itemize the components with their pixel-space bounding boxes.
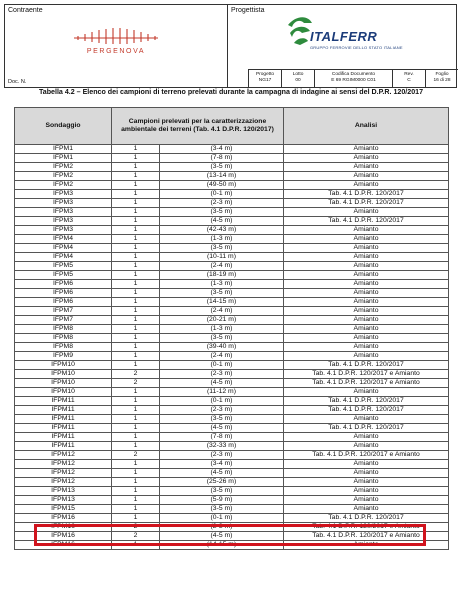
cell-count: 1 — [112, 316, 160, 325]
cell-sondaggio: IFPM2 — [15, 172, 112, 181]
table-row — [15, 352, 449, 361]
cell-analisi: Amianto — [284, 226, 449, 235]
cell-analisi: Tab. 4.1 D.P.R. 120/2017 e Amianto — [284, 451, 449, 460]
cell-count: 1 — [112, 514, 160, 523]
table-row — [15, 163, 449, 172]
cell-depth: (2-4 m) — [160, 352, 284, 361]
table-row — [15, 271, 449, 280]
cell-sondaggio: IFPM15 — [15, 505, 112, 514]
cell-count: 2 — [112, 523, 160, 532]
cell-depth: (20-21 m) — [160, 316, 284, 325]
table-row — [15, 442, 449, 451]
meta-label: Progetto — [255, 72, 275, 77]
table-row — [15, 496, 449, 505]
cell-depth: (14-15 m) — [160, 541, 284, 550]
table-row — [15, 181, 449, 190]
cell-sondaggio: IFPM12 — [15, 469, 112, 478]
cell-count: 1 — [112, 469, 160, 478]
cell-depth: (3-5 m) — [160, 289, 284, 298]
table-row — [15, 316, 449, 325]
cell-analisi: Tab. 4.1 D.P.R. 120/2017 — [284, 406, 449, 415]
table-row — [15, 262, 449, 271]
cell-depth: (0-1 m) — [160, 190, 284, 199]
cell-analisi: Tab. 4.1 D.P.R. 120/2017 e Amianto — [284, 370, 449, 379]
cell-count: 1 — [112, 406, 160, 415]
cell-analisi: Amianto — [284, 487, 449, 496]
meta-foglio — [425, 70, 458, 87]
cell-count: 1 — [112, 154, 160, 163]
cell-sondaggio: IFPM4 — [15, 244, 112, 253]
cell-count: 1 — [112, 262, 160, 271]
cell-sondaggio: IFPM4 — [15, 253, 112, 262]
cell-count: 1 — [112, 226, 160, 235]
cell-analisi: Amianto — [284, 208, 449, 217]
table-row — [15, 505, 449, 514]
meta-label: Foglio — [435, 72, 449, 77]
cell-sondaggio: IFPM8 — [15, 325, 112, 334]
cell-analisi: Amianto — [284, 235, 449, 244]
meta-value: 00 — [295, 78, 301, 83]
cell-depth: (39-40 m) — [160, 343, 284, 352]
cell-count: 1 — [112, 487, 160, 496]
cell-sondaggio: IFPM10 — [15, 388, 112, 397]
cell-depth: (4-5 m) — [160, 532, 284, 541]
cell-analisi: Amianto — [284, 253, 449, 262]
cell-count: 1 — [112, 433, 160, 442]
meta-value: 16 di 28 — [433, 78, 451, 83]
table-row — [15, 208, 449, 217]
table-header-row — [15, 108, 449, 145]
cell-analisi: Amianto — [284, 469, 449, 478]
table-row — [15, 469, 449, 478]
cell-depth: (2-3 m) — [160, 523, 284, 532]
contraente-panel — [5, 5, 228, 87]
cell-sondaggio: IFPM12 — [15, 478, 112, 487]
cell-depth: (2-3 m) — [160, 199, 284, 208]
cell-analisi: Amianto — [284, 172, 449, 181]
italferr-name: ITALFERR — [310, 29, 378, 44]
cell-depth: (4-5 m) — [160, 217, 284, 226]
cell-analisi: Tab. 4.1 D.P.R. 120/2017 e Amianto — [284, 379, 449, 388]
cell-count: 2 — [112, 451, 160, 460]
cell-analisi: Tab. 4.1 D.P.R. 120/2017 e Amianto — [284, 532, 449, 541]
cell-sondaggio: IFPM3 — [15, 190, 112, 199]
cell-depth: (2-3 m) — [160, 370, 284, 379]
table-row — [15, 361, 449, 370]
cell-sondaggio: IFPM2 — [15, 181, 112, 190]
cell-analisi: Amianto — [284, 271, 449, 280]
cell-analisi: Amianto — [284, 289, 449, 298]
cell-count: 1 — [112, 280, 160, 289]
cell-analisi: Amianto — [284, 541, 449, 550]
table-row — [15, 190, 449, 199]
cell-depth: (25-26 m) — [160, 478, 284, 487]
cell-analisi: Amianto — [284, 334, 449, 343]
cell-sondaggio: IFPM6 — [15, 280, 112, 289]
cell-depth: (7-8 m) — [160, 154, 284, 163]
cell-depth: (7-8 m) — [160, 433, 284, 442]
table-row — [15, 325, 449, 334]
cell-analisi: Amianto — [284, 352, 449, 361]
cell-depth: (4-5 m) — [160, 424, 284, 433]
cell-count: 1 — [112, 460, 160, 469]
table-row — [15, 397, 449, 406]
document-header — [4, 4, 457, 88]
cell-count: 1 — [112, 478, 160, 487]
cell-count: 1 — [112, 253, 160, 262]
cell-sondaggio: IFPM10 — [15, 370, 112, 379]
contraente-label: Contraente — [8, 7, 43, 14]
cell-count: 1 — [112, 181, 160, 190]
cell-analisi: Amianto — [284, 442, 449, 451]
cell-analisi: Amianto — [284, 307, 449, 316]
doc-number-label: Doc. N. — [8, 79, 27, 85]
meta-progetto — [248, 70, 281, 87]
cell-analisi: Amianto — [284, 181, 449, 190]
cell-depth: (3-4 m) — [160, 460, 284, 469]
cell-analisi: Amianto — [284, 262, 449, 271]
cell-depth: (1-3 m) — [160, 325, 284, 334]
cell-sondaggio: IFPM3 — [15, 208, 112, 217]
table-row — [15, 172, 449, 181]
cell-count: 1 — [112, 190, 160, 199]
cell-analisi: Amianto — [284, 388, 449, 397]
cell-count: 1 — [112, 505, 160, 514]
cell-depth: (18-19 m) — [160, 271, 284, 280]
cell-count: 1 — [112, 442, 160, 451]
meta-value: C — [407, 78, 411, 83]
cell-depth: (3-5 m) — [160, 244, 284, 253]
highlight-box — [34, 524, 426, 546]
samples-table — [14, 107, 449, 550]
cell-analisi: Tab. 4.1 D.P.R. 120/2017 — [284, 190, 449, 199]
cell-sondaggio: IFPM10 — [15, 379, 112, 388]
table-row — [15, 145, 449, 154]
cell-sondaggio: IFPM4 — [15, 235, 112, 244]
table-row — [15, 307, 449, 316]
table-row — [15, 370, 449, 379]
cell-depth: (2-4 m) — [160, 307, 284, 316]
document-meta-strip — [248, 69, 458, 87]
cell-analisi: Amianto — [284, 244, 449, 253]
cell-sondaggio: IFPM7 — [15, 316, 112, 325]
cell-analisi: Tab. 4.1 D.P.R. 120/2017 — [284, 361, 449, 370]
cell-depth: (3-5 m) — [160, 334, 284, 343]
cell-analisi: Tab. 4.1 D.P.R. 120/2017 — [284, 397, 449, 406]
cell-sondaggio: IFPM11 — [15, 397, 112, 406]
cell-depth: (2-4 m) — [160, 262, 284, 271]
cell-count: 1 — [112, 298, 160, 307]
cell-depth: (0-1 m) — [160, 514, 284, 523]
table-row — [15, 298, 449, 307]
cell-count: 1 — [112, 217, 160, 226]
cell-analisi: Amianto — [284, 478, 449, 487]
table-row — [15, 379, 449, 388]
header-analisi: Analisi — [284, 108, 449, 145]
cell-depth: (3-5 m) — [160, 208, 284, 217]
cell-count: 1 — [112, 235, 160, 244]
table-row — [15, 514, 449, 523]
table-row — [15, 253, 449, 262]
cell-depth: (2-3 m) — [160, 406, 284, 415]
cell-depth: (3-5 m) — [160, 487, 284, 496]
cell-sondaggio: IFPM9 — [15, 352, 112, 361]
cell-sondaggio: IFPM16 — [15, 532, 112, 541]
meta-label: Lotto — [292, 72, 304, 77]
table-row — [15, 235, 449, 244]
table-row — [15, 217, 449, 226]
cell-analisi: Amianto — [284, 280, 449, 289]
meta-value: E 69 RGIM0000 C01 — [331, 78, 376, 83]
cell-depth: (0-1 m) — [160, 361, 284, 370]
header-campioni: Campioni prelevati per la caratterizzazione ambientale dei terreni (Tab. 4.1 D.P.R. 120/2017) — [112, 108, 284, 145]
cell-sondaggio: IFPM10 — [15, 361, 112, 370]
cell-count: 1 — [112, 289, 160, 298]
header-sondaggio: Sondaggio — [15, 108, 112, 145]
cell-depth: (49-50 m) — [160, 181, 284, 190]
cell-depth: (4-5 m) — [160, 469, 284, 478]
cell-sondaggio: IFPM1 — [15, 145, 112, 154]
cell-count: 1 — [112, 397, 160, 406]
cell-analisi: Amianto — [284, 496, 449, 505]
cell-depth: (3-5 m) — [160, 163, 284, 172]
cell-depth: (2-3 m) — [160, 451, 284, 460]
cell-sondaggio: IFPM16 — [15, 523, 112, 532]
cell-count: 1 — [112, 352, 160, 361]
cell-sondaggio: IFPM11 — [15, 442, 112, 451]
cell-analisi: Amianto — [284, 163, 449, 172]
table-row — [15, 451, 449, 460]
cell-count: 1 — [112, 361, 160, 370]
cell-count: 1 — [112, 325, 160, 334]
table-row — [15, 289, 449, 298]
cell-count: 2 — [112, 532, 160, 541]
meta-codifica — [314, 70, 392, 87]
table-row — [15, 406, 449, 415]
cell-depth: (3-4 m) — [160, 145, 284, 154]
cell-depth: (1-3 m) — [160, 280, 284, 289]
cell-analisi: Amianto — [284, 460, 449, 469]
table-row — [15, 199, 449, 208]
cell-count: 1 — [112, 343, 160, 352]
table-row — [15, 415, 449, 424]
table-row — [15, 244, 449, 253]
cell-sondaggio: IFPM11 — [15, 415, 112, 424]
cell-depth: (4-5 m) — [160, 379, 284, 388]
cell-sondaggio: IFPM2 — [15, 163, 112, 172]
cell-depth: (3-5 m) — [160, 505, 284, 514]
cell-count: 1 — [112, 163, 160, 172]
cell-count: 1 — [112, 307, 160, 316]
pergenova-logo — [67, 27, 165, 65]
progettista-label: Progettista — [231, 7, 265, 14]
cell-count: 2 — [112, 379, 160, 388]
cell-count: 1 — [112, 172, 160, 181]
cell-analisi: Amianto — [284, 415, 449, 424]
table-row — [15, 334, 449, 343]
cell-count: 1 — [112, 496, 160, 505]
cell-depth: (13-14 m) — [160, 172, 284, 181]
cell-sondaggio: IFPM13 — [15, 487, 112, 496]
cell-count: 1 — [112, 541, 160, 550]
cell-depth: (5-9 m) — [160, 496, 284, 505]
cell-count: 2 — [112, 370, 160, 379]
cell-analisi: Amianto — [284, 316, 449, 325]
cell-sondaggio: IFPM5 — [15, 262, 112, 271]
cell-count: 1 — [112, 208, 160, 217]
cell-depth: (0-1 m) — [160, 397, 284, 406]
cell-analisi: Amianto — [284, 154, 449, 163]
cell-depth: (32-33 m) — [160, 442, 284, 451]
cell-sondaggio: IFPM11 — [15, 424, 112, 433]
meta-label: Rev. — [404, 72, 414, 77]
cell-sondaggio: IFPM13 — [15, 496, 112, 505]
meta-value: NG17 — [258, 78, 272, 83]
cell-depth: (11-12 m) — [160, 388, 284, 397]
cell-count: 1 — [112, 334, 160, 343]
table-row — [15, 487, 449, 496]
table-row — [15, 388, 449, 397]
cell-sondaggio: IFPM12 — [15, 460, 112, 469]
cell-analisi: Tab. 4.1 D.P.R. 120/2017 — [284, 514, 449, 523]
table-row — [15, 424, 449, 433]
table-row — [15, 154, 449, 163]
cell-sondaggio: IFPM6 — [15, 289, 112, 298]
table-row — [15, 226, 449, 235]
table-row — [15, 460, 449, 469]
cell-analisi: Tab. 4.1 D.P.R. 120/2017 — [284, 424, 449, 433]
cell-analisi: Amianto — [284, 145, 449, 154]
cell-analisi: Amianto — [284, 433, 449, 442]
cell-sondaggio: IFPM8 — [15, 334, 112, 343]
cell-depth: (42-43 m) — [160, 226, 284, 235]
cell-depth: (3-5 m) — [160, 415, 284, 424]
cell-sondaggio: IFPM16 — [15, 514, 112, 523]
cell-sondaggio: IFPM8 — [15, 343, 112, 352]
table-row — [15, 478, 449, 487]
cell-analisi: Tab. 4.1 D.P.R. 120/2017 e Amianto — [284, 523, 449, 532]
cell-analisi: Tab. 4.1 D.P.R. 120/2017 — [284, 217, 449, 226]
cell-sondaggio: IFPM1 — [15, 154, 112, 163]
cell-count: 1 — [112, 424, 160, 433]
cell-sondaggio: IFPM6 — [15, 298, 112, 307]
cell-analisi: Tab. 4.1 D.P.R. 120/2017 — [284, 199, 449, 208]
cell-sondaggio: IFPM3 — [15, 217, 112, 226]
cell-count: 1 — [112, 271, 160, 280]
cell-sondaggio: IFPM11 — [15, 433, 112, 442]
cell-depth: (14-15 m) — [160, 298, 284, 307]
table-row — [15, 343, 449, 352]
table-caption: Tabella 4.2 – Elenco dei campioni di terreno prelevati durante la campagna di indagine ai sensi del D.P.R. 120/2017 — [38, 88, 424, 96]
cell-sondaggio: IFPM11 — [15, 406, 112, 415]
cell-count: 1 — [112, 199, 160, 208]
meta-lotto — [281, 70, 314, 87]
cell-sondaggio: IFPM12 — [15, 451, 112, 460]
cell-sondaggio: IFPM3 — [15, 226, 112, 235]
cell-analisi: Amianto — [284, 505, 449, 514]
cell-sondaggio: IFPM7 — [15, 307, 112, 316]
meta-label: Codifica Documento — [331, 72, 376, 77]
table-row — [15, 433, 449, 442]
pergenova-name: PERGENOVA — [86, 48, 146, 55]
cell-analisi: Amianto — [284, 343, 449, 352]
table-row — [15, 280, 449, 289]
cell-count: 1 — [112, 244, 160, 253]
cell-count: 1 — [112, 145, 160, 154]
cell-sondaggio: IFPM16 — [15, 541, 112, 550]
cell-count: 1 — [112, 415, 160, 424]
italferr-subtitle: GRUPPO FERROVIE DELLO STATO ITALIANE — [310, 45, 403, 50]
cell-analisi: Amianto — [284, 298, 449, 307]
cell-sondaggio: IFPM5 — [15, 271, 112, 280]
table-body — [15, 145, 449, 550]
cell-analisi: Amianto — [284, 325, 449, 334]
cell-depth: (10-11 m) — [160, 253, 284, 262]
cell-count: 1 — [112, 388, 160, 397]
meta-rev — [392, 70, 425, 87]
cell-depth: (1-3 m) — [160, 235, 284, 244]
pergenova-mark-icon — [70, 27, 162, 45]
cell-sondaggio: IFPM3 — [15, 199, 112, 208]
